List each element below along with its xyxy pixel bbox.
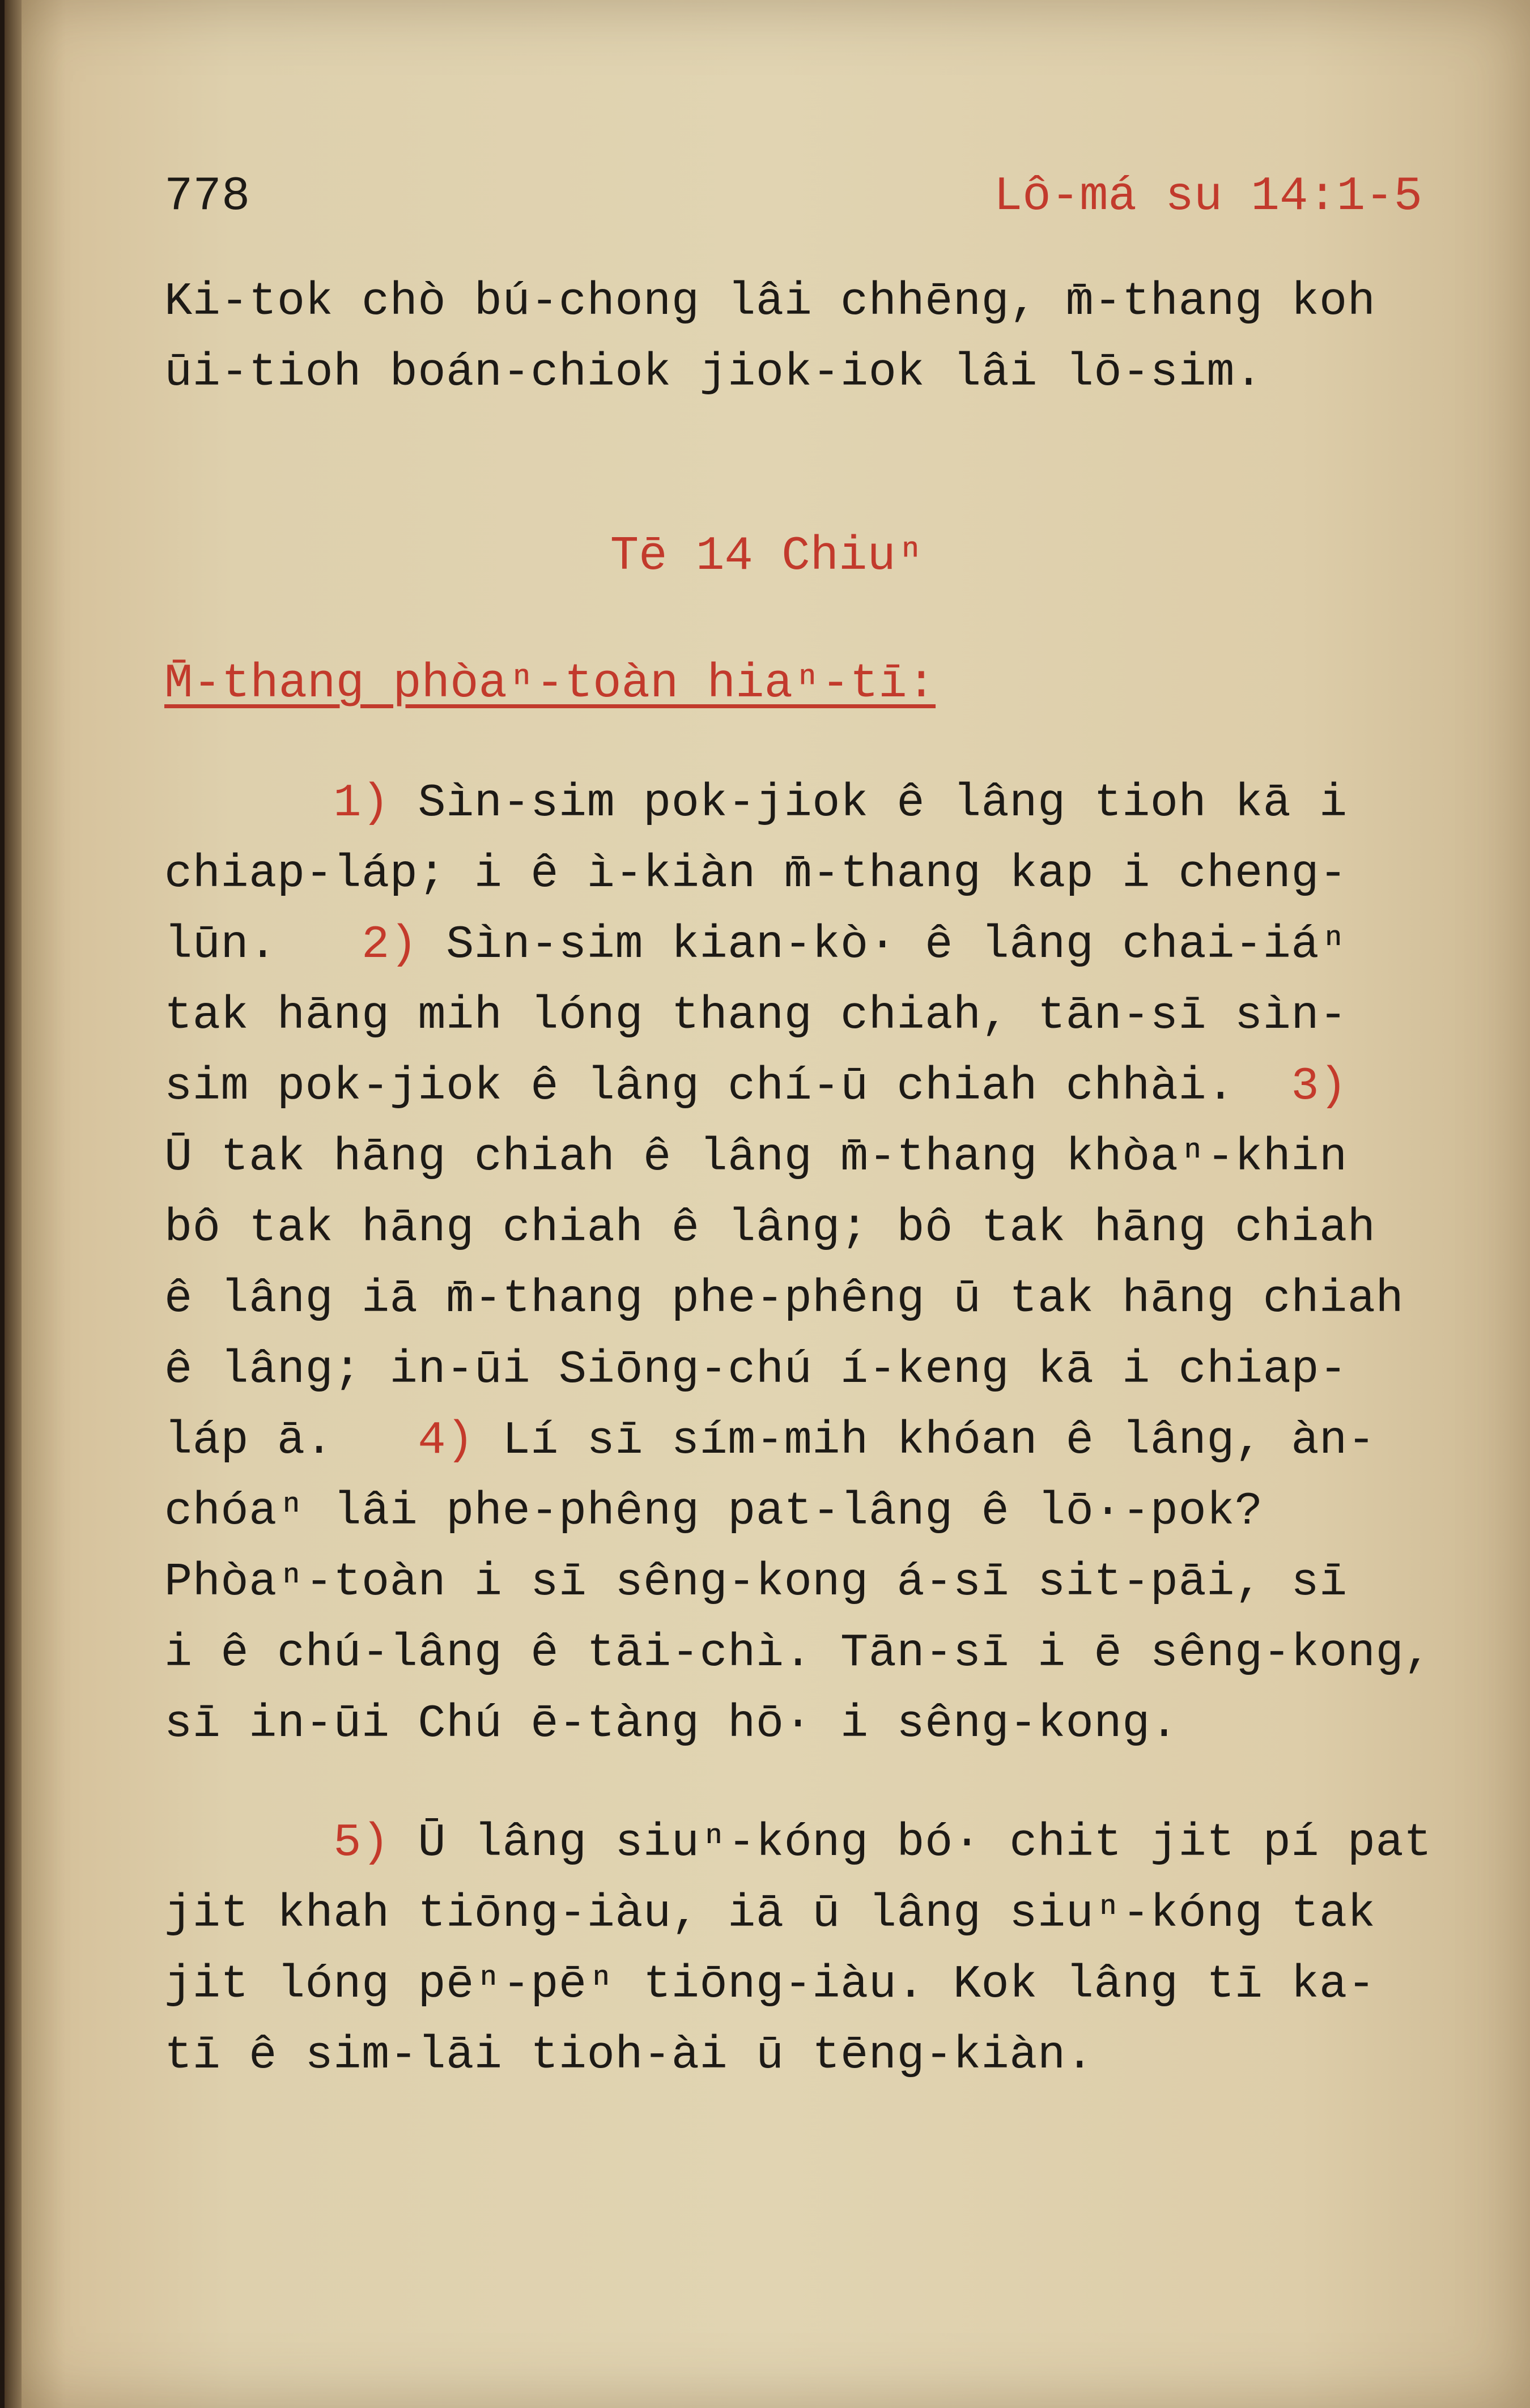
text-line: ê lâng iā m̄-thang phe-phêng ū tak hāng chiah (164, 1273, 1404, 1325)
text-line: Ki-tok chò bú-chong lâi chhēng, m̄-thang koh (164, 275, 1376, 328)
text-line: sim pok-jiok ê lâng chí-ū chiah chhài. 3) (164, 1060, 1348, 1113)
text-line: chiap-láp; i ê ì-kiàn m̄-thang kap i cheng- (164, 848, 1348, 900)
text-line: jit khah tiōng-iàu, iā ū lâng siuⁿ-kóng tak (164, 1887, 1376, 1940)
text-line: ê lâng; in-ūi Siōng-chú í-keng kā i chiap- (164, 1343, 1348, 1396)
text-line: Ū tak hāng chiah ê lâng m̄-thang khòaⁿ-khin (164, 1131, 1348, 1184)
text-line: chóaⁿ lâi phe-phêng pat-lâng ê lō·-pok? (164, 1485, 1263, 1538)
page-binding-edge (5, 0, 22, 2408)
paragraph-1 (164, 768, 1439, 1759)
text-line: ūi-tioh boán-chiok jiok-iok lâi lō-sim. (164, 346, 1263, 399)
text-line: lūn. 2) Sìn-sim kian-kò· ê lâng chai-iáⁿ (164, 918, 1348, 971)
text-line: láp ā. 4) Lí sī sím-mih khóan ê lâng, àn- (164, 1414, 1376, 1467)
text-line: sī in-ūi Chú ē-tàng hō· i sêng-kong. (164, 1697, 1179, 1750)
verse-number: 1) (333, 777, 390, 829)
verse-number: 3) (1291, 1060, 1348, 1113)
text-line: jit lóng pēⁿ-pēⁿ tiōng-iàu. Kok lâng tī ka- (164, 1958, 1376, 2011)
running-head: Lô-má su 14:1-5 (993, 170, 1422, 224)
text-line: tī ê sim-lāi tioh-ài ū tēng-kiàn. (164, 2029, 1094, 2082)
text-line: 1) Sìn-sim pok-jiok ê lâng tioh kā i (333, 777, 1348, 829)
intro-text (164, 266, 1439, 408)
book-page (5, 0, 1530, 2408)
chapter-heading: Tē 14 Chiuⁿ (610, 530, 925, 584)
text-line: i ê chú-lâng ê tāi-chì. Tān-sī i ē sêng-kong, (164, 1627, 1432, 1679)
section-heading: M̄-thang phòaⁿ-toàn hiaⁿ-tī: (164, 657, 936, 711)
paragraph-2 (164, 1807, 1439, 2091)
text-line: 5) Ū lâng siuⁿ-kóng bó· chit jit pí pat (333, 1816, 1432, 1869)
text-line: bô tak hāng chiah ê lâng; bô tak hāng chiah (164, 1202, 1376, 1254)
text-line: Phòaⁿ-toàn i sī sêng-kong á-sī sit-pāi, sī (164, 1556, 1348, 1609)
verse-number: 2) (361, 918, 418, 971)
page-header (164, 170, 1422, 238)
verse-number: 5) (333, 1816, 390, 1869)
page-number: 778 (164, 170, 250, 224)
text-line: tak hāng mih lóng thang chiah, tān-sī sìn- (164, 989, 1348, 1042)
verse-number: 4) (418, 1414, 474, 1467)
